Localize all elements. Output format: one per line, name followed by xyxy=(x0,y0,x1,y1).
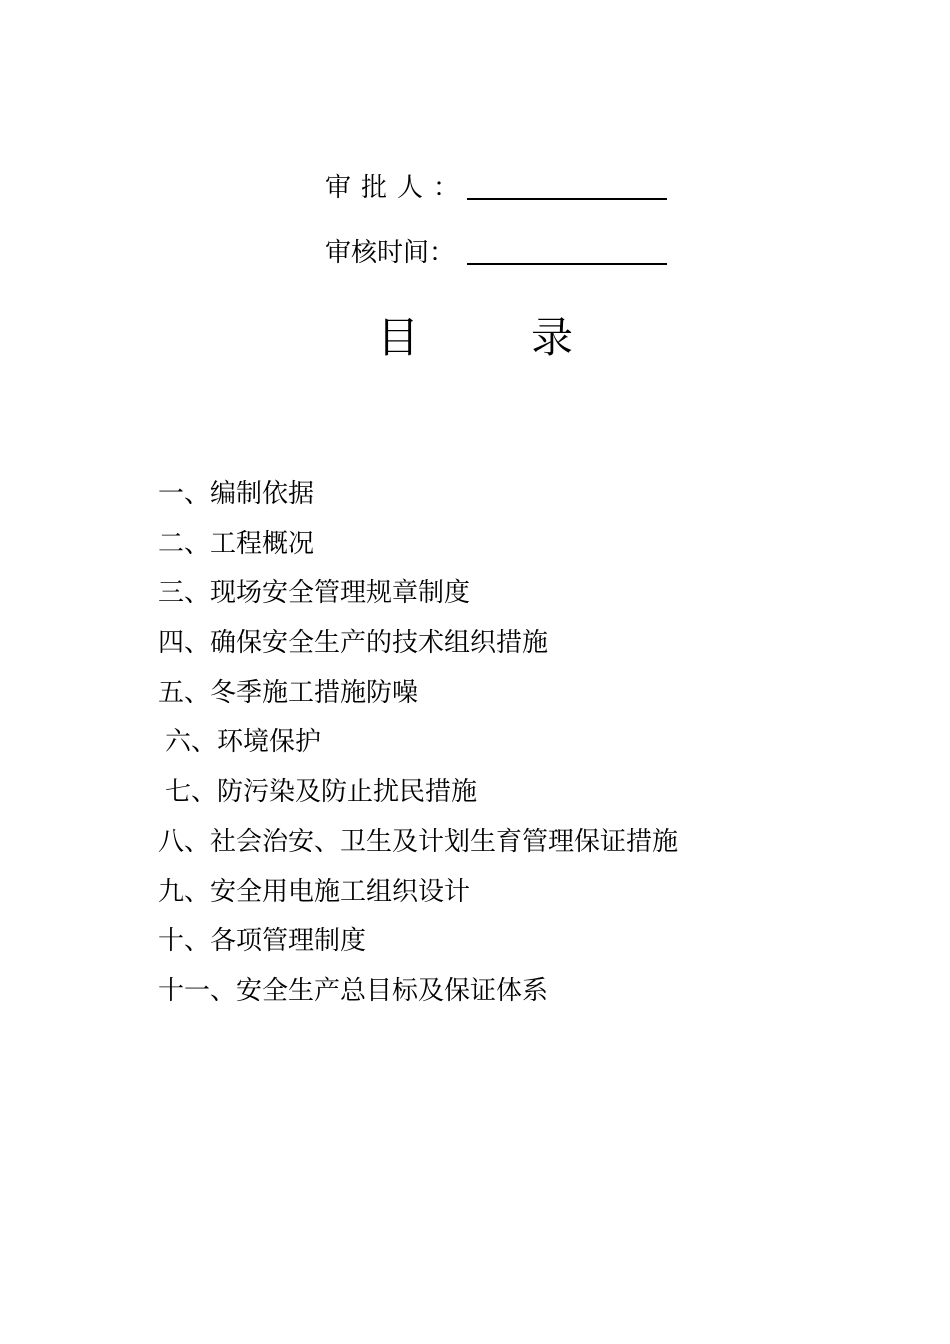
toc-item: 九、安全用电施工组织设计 xyxy=(158,876,471,907)
toc-list xyxy=(158,470,678,1017)
toc-item: 三、现场安全管理规章制度 xyxy=(158,578,471,609)
approver-row xyxy=(325,168,469,208)
toc-item: 四、确保安全生产的技术组织措施 xyxy=(158,628,549,659)
toc-item: 六、环境保护 xyxy=(165,727,322,758)
review-time-row xyxy=(325,233,455,273)
review-time-label: 审核时间： xyxy=(325,238,456,268)
toc-item: 七、防污染及防止扰民措施 xyxy=(165,777,478,808)
approver-signature-line xyxy=(467,198,667,200)
toc-item: 十一、安全生产总目标及保证体系 xyxy=(158,975,549,1006)
toc-item: 五、冬季施工措施防噪 xyxy=(158,677,419,708)
toc-item: 二、工程概况 xyxy=(158,528,315,559)
toc-item: 八、社会治安、卫生及计划生育管理保证措施 xyxy=(158,826,679,857)
toc-item: 一、编制依据 xyxy=(158,479,315,509)
review-time-line xyxy=(467,263,667,265)
approver-label: 审批人： xyxy=(325,173,470,203)
toc-title: 目录 xyxy=(376,313,685,362)
toc-item: 十、各项管理制度 xyxy=(158,926,367,957)
